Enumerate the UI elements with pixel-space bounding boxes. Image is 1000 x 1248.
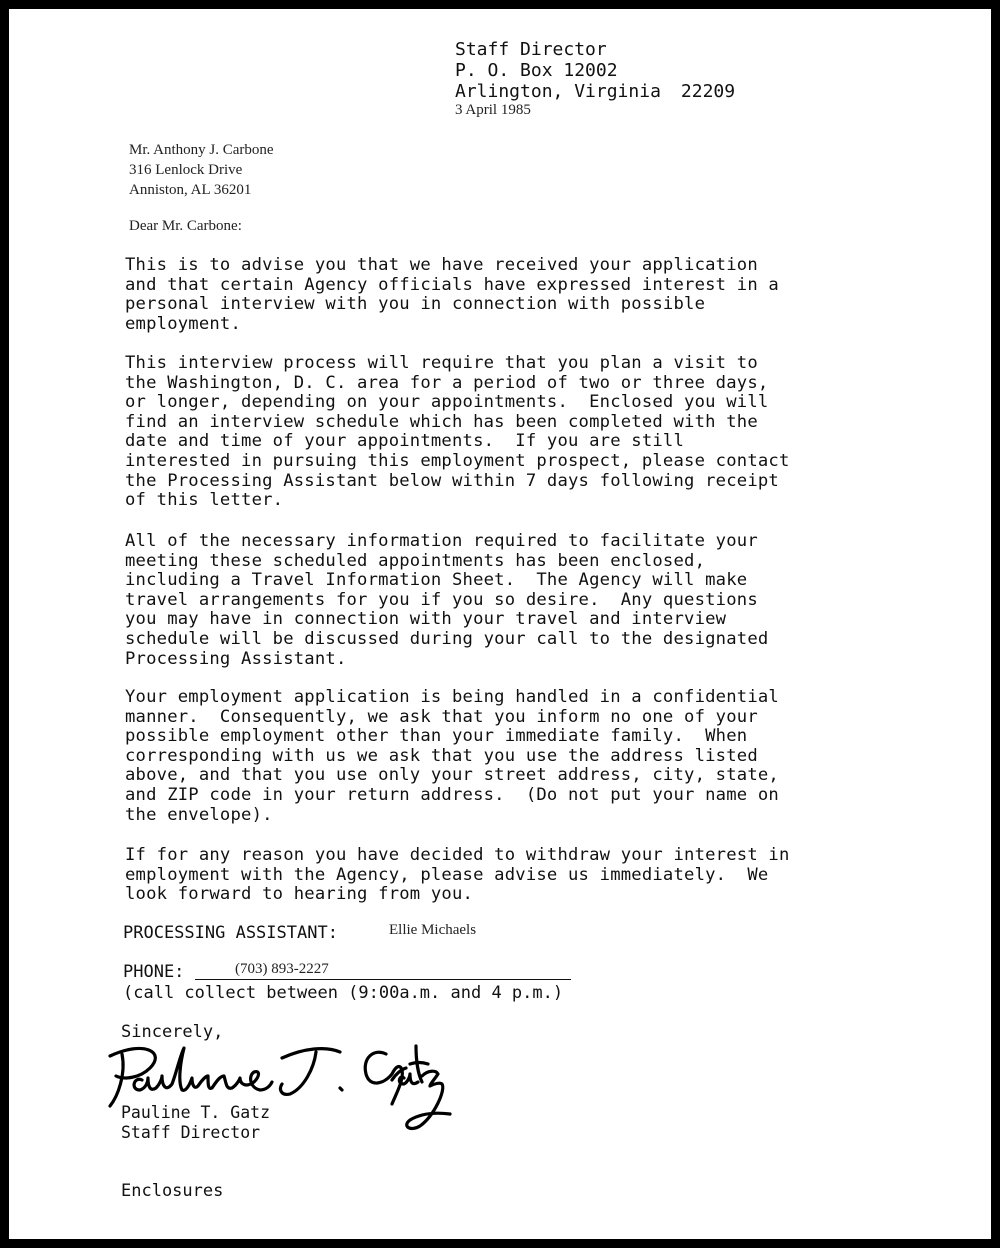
body-paragraph-3: All of the necessary information required to facilitate your meeting these scheduled appointments has been enclosed, including a Travel Information Sheet. The Agency will make travel arrangements for you if you so desire. Any questions you may have in connection with your travel and interview schedule will be discussed during your call to the designated Processing Assistant. [125,531,769,669]
recipient-city: Anniston, AL 36201 [129,182,252,198]
processing-assistant-label: PROCESSING ASSISTANT: [123,923,338,943]
body-paragraph-4: Your employment application is being handled in a confidential manner. Consequently, we ask that you inform no one of your possible employment other than your immediate family. When corresponding with us we ask that you use the address listed above, and that you use only your street address, city, state, and ZIP code in your return address. (Do not put your name on the envelope). [125,687,779,825]
signatory-block [121,1103,270,1143]
processing-assistant-name: Ellie Michaels [389,922,477,938]
return-address-city: Arlington, Virginia [455,81,661,102]
phone-label: PHONE: [123,962,185,982]
body-paragraph-5: If for any reason you have decided to withdraw your interest in employment with the Agency, please advise us immediately. We look forward to hearing from you. [125,845,790,905]
return-address [455,39,735,102]
body-paragraph-1: This is to advise you that we have received your application and that certain Agency officials have expressed interest in a personal interview with you in connection with possible employment. [125,255,779,334]
return-address-pobox: P. O. Box 12002 [455,60,618,81]
return-address-zip: 22209 [680,81,736,102]
phone-underline [195,979,571,980]
signatory-name: Pauline T. Gatz [121,1103,271,1122]
recipient-address [129,140,274,200]
call-collect-note: (call collect between (9:00a.m. and 4 p.m.) [123,983,564,1003]
phone-number: (703) 893-2227 [235,961,329,977]
return-address-office: Staff Director [455,39,607,60]
body-paragraph-2: This interview process will require that you plan a visit to the Washington, D. C. area for a period of two or three days, or longer, depending on your appointments. Enclosed you will find an interview schedule which has been completed with the date and time of your appointments. If you are still interested in pursuing this employment prospect, please contact the Processing Assistant below within 7 days following receipt of this letter. [125,353,790,511]
salutation: Dear Mr. Carbone: [129,218,242,234]
enclosures-note: Enclosures [121,1181,224,1201]
letter-date: 3 April 1985 [455,102,531,118]
closing-sincerely: Sincerely, [121,1022,224,1042]
signatory-title: Staff Director [121,1123,261,1142]
recipient-name: Mr. Anthony J. Carbone [129,142,274,158]
recipient-street: 316 Lenlock Drive [129,162,243,178]
